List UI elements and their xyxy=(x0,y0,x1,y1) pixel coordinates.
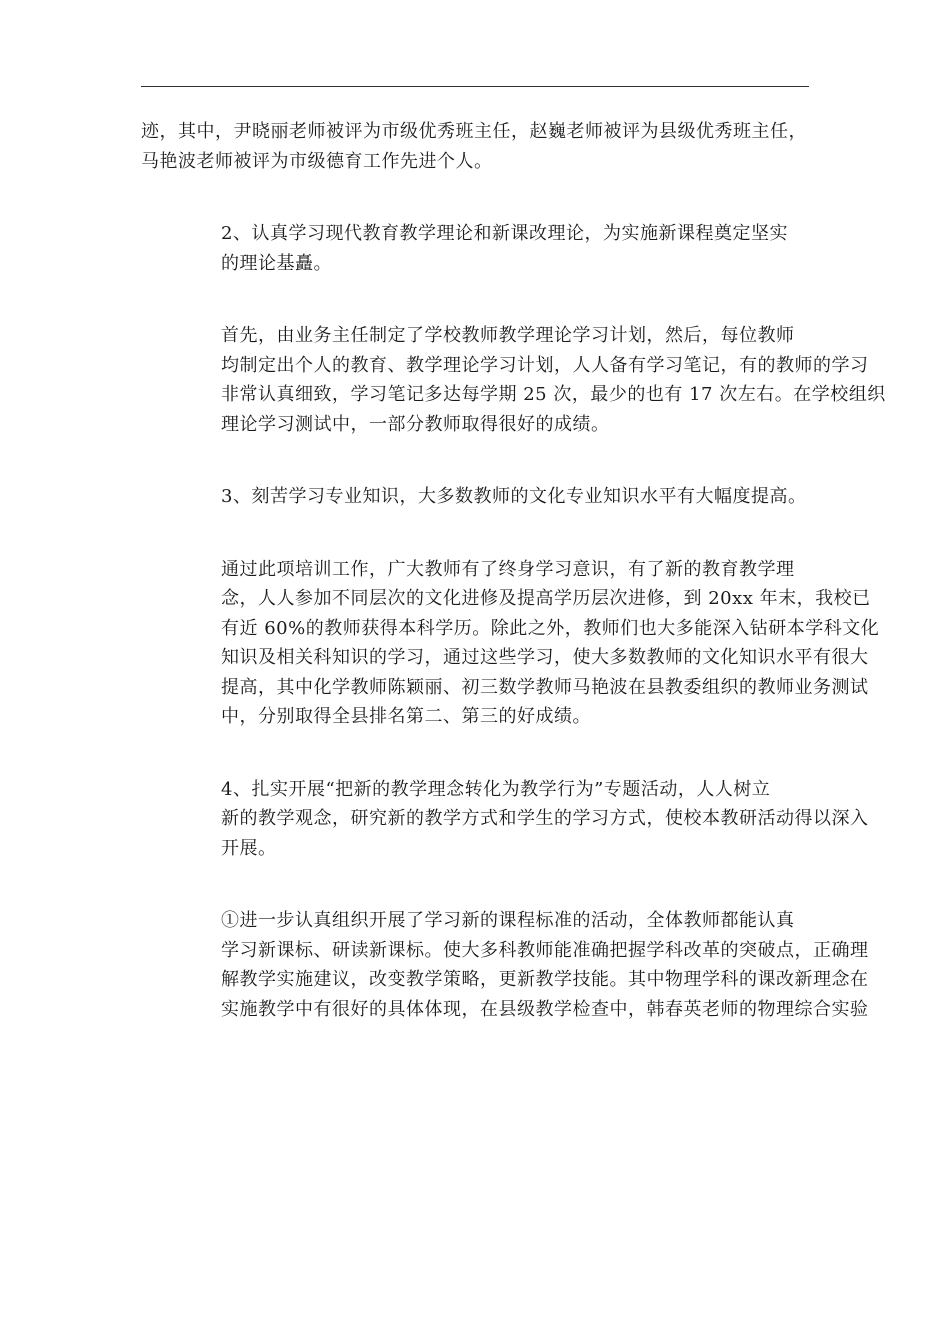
text-line: 理论学习测试中，一部分教师取得很好的成绩。 xyxy=(221,413,610,435)
text-line: 学习新课标、研读新课标。使大多科教师能准确把握学科改革的突破点，正确理 xyxy=(221,939,869,961)
text-line: 解教学实施建议，改变教学策略，更新教学技能。其中物理学科的课改新理念在 xyxy=(221,969,869,990)
text-line: 非常认真细致，学习笔记多达每学期 25 次，最少的也有 17 次左右。在学校组织 xyxy=(221,384,886,405)
text-line: ①进一步认真组织开展了学习新的课程标准的活动，全体教师都能认真 xyxy=(221,910,795,931)
text-line: 首先，由业务主任制定了学校教师教学理论学习计划，然后，每位教师 xyxy=(221,325,795,346)
paragraph-heading-professional-knowledge xyxy=(141,482,809,512)
text-line: 2、认真学习现代教育教学理论和新课改理论，为实施新课程奠定坚实 xyxy=(221,223,788,244)
paragraph-heading-theory-study xyxy=(141,219,809,278)
text-line: 马艳波老师被评为市级德育工作先进个人。 xyxy=(141,150,493,172)
text-line: 知识及相关科知识的学习，通过这些学习，使大多数教师的文化知识水平有很大 xyxy=(221,647,869,668)
text-line: 有近 60%的教师获得本科学历。除此之外，教师们也大多能深入钻研本学科文化 xyxy=(221,617,880,639)
paragraph-training-results xyxy=(141,555,880,732)
text-line: 均制定出个人的教育、教学理论学习计划，人人备有学习笔记，有的教师的学习 xyxy=(221,354,869,376)
document-body xyxy=(141,117,886,1067)
paragraph-awards-continued xyxy=(141,117,809,176)
text-line: 4、扎实开展“把新的教学理念转化为教学行为”专题活动，人人树立 xyxy=(221,778,771,800)
text-line: 实施教学中有很好的具体体现，在县级教学检查中，韩春英老师的物理综合实验 xyxy=(221,998,869,1020)
header-rule xyxy=(141,86,809,87)
text-line: 通过此项培训工作，广大教师有了终身学习意识，有了新的教育教学理 xyxy=(221,558,795,580)
text-line: 新的教学观念，研究新的教学方式和学生的学习方式，使校本教研活动得以深入 xyxy=(221,808,869,829)
text-line: 开展。 xyxy=(221,837,277,859)
text-line: 3、刻苦学习专业知识，大多数教师的文化专业知识水平有大幅度提高。 xyxy=(221,486,807,507)
paragraph-heading-special-activity xyxy=(141,775,869,864)
text-line: 念，人人参加不同层次的文化进修及提高学历层次进修，到 20xx 年末，我校已 xyxy=(221,588,871,609)
paragraph-curriculum-standards xyxy=(141,906,869,1024)
paragraph-study-plan xyxy=(141,321,886,439)
text-line: 提高，其中化学教师陈颖丽、初三数学教师马艳波在县教委组织的教师业务测试 xyxy=(221,676,869,698)
text-line: 迹，其中，尹晓丽老师被评为市级优秀班主任，赵巍老师被评为县级优秀班主任， xyxy=(141,121,807,142)
text-line: 的理论基矗。 xyxy=(221,252,332,274)
text-line: 中，分别取得全县排名第二、第三的好成绩。 xyxy=(221,706,591,727)
